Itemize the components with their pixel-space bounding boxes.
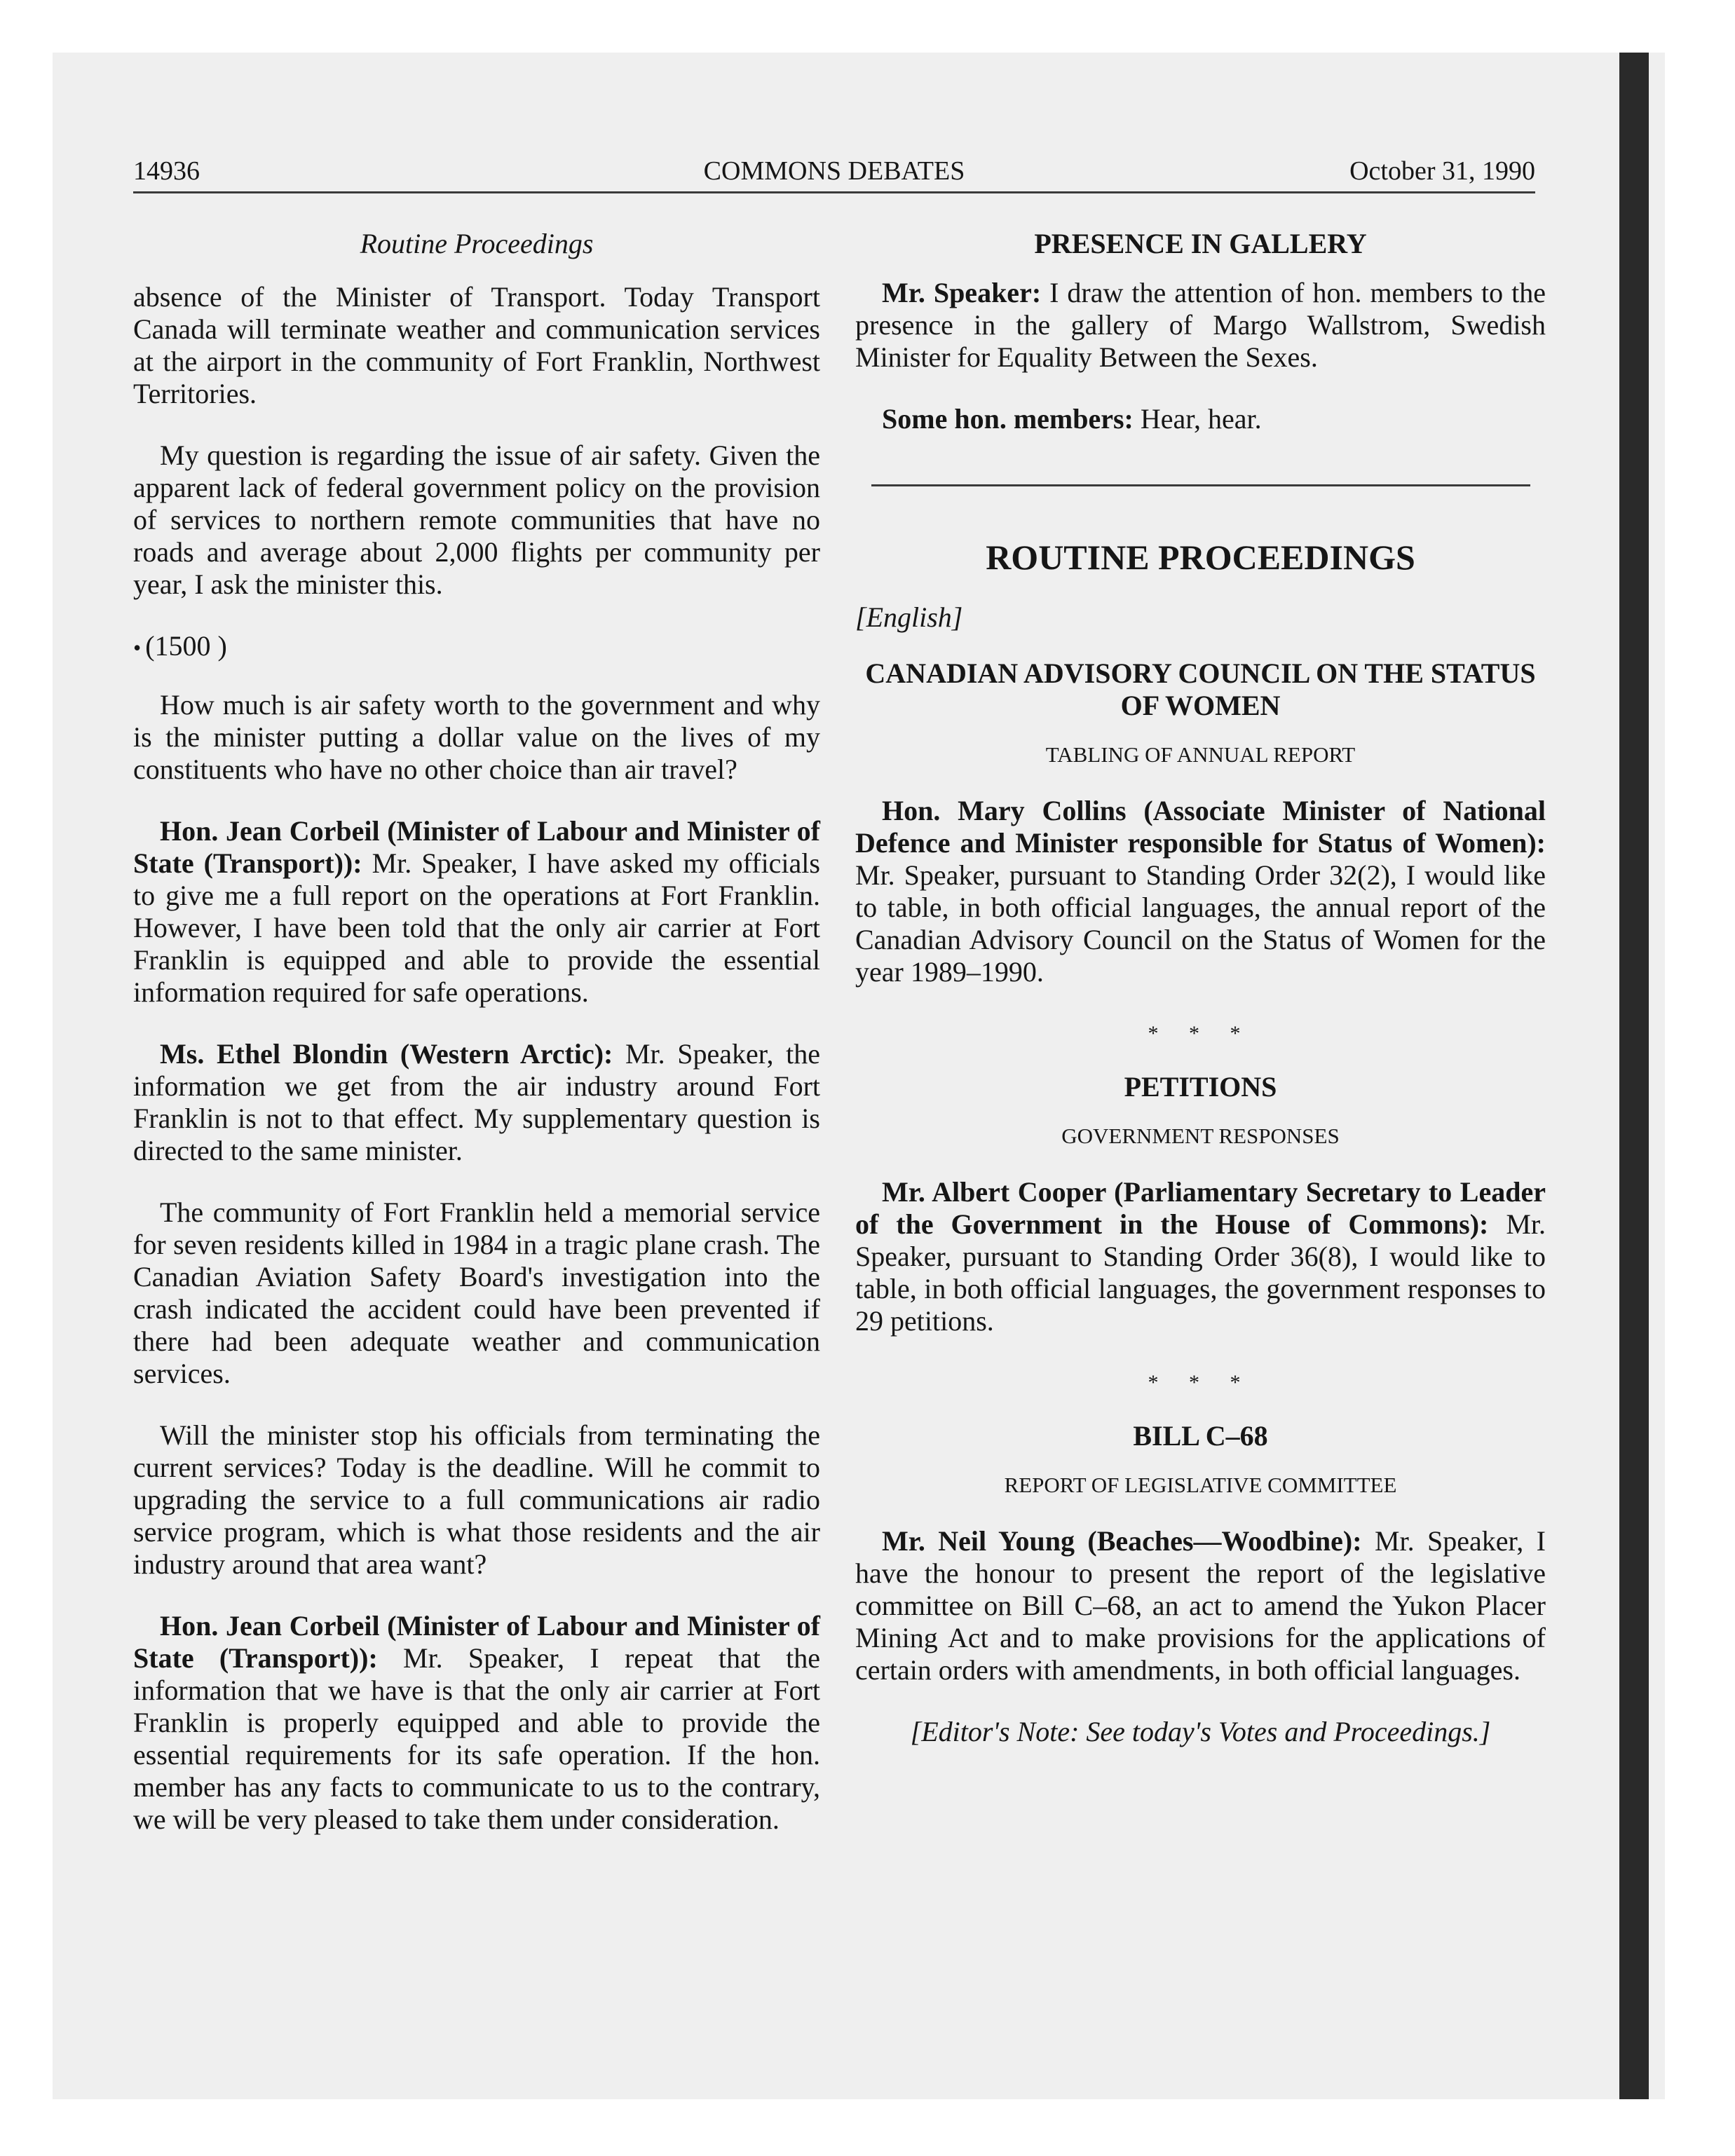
bullet-icon: • [133,635,142,660]
speaker-name: Hon. Mary Collins (Associate Minister of National Defence and Minister responsible for Status of Women): [855,795,1546,859]
speaker-name: Hon. Jean Corbeil (Minister of Labour and Minister of State (Transport)): [133,1610,820,1674]
speech [855,403,1546,435]
speech [133,815,820,1009]
speaker-name: Some hon. members: [882,403,1134,435]
section-separator: * * * [1148,1022,1253,1045]
paragraph: My question is regarding the issue of air safety. Given the apparent lack of federal government policy on the provision of services to northern remote communities that have no roads and average about 2,000 flights per community per year, I ask the minister this. [133,439,820,600]
paragraph: Will the minister stop his officials from terminating the current services? Today is the deadline. Will he commit to upgrading the service to a full communications air radio service program, which is what those residents and the air industry around that area want? [133,1419,820,1580]
speech-text: Hear, hear. [1133,403,1262,435]
right-column [855,228,1546,1748]
timestamp [133,630,820,664]
speaker-name: Mr. Speaker: [882,277,1042,308]
bill-subheading: REPORT OF LEGISLATIVE COMMITTEE [1004,1473,1397,1497]
speech [133,1038,820,1167]
speech [855,277,1546,374]
routine-proceedings-heading: ROUTINE PROCEEDINGS [986,538,1415,577]
editor-note: [Editor's Note: See today's Votes and Proceedings.] [910,1716,1491,1747]
paragraph: The community of Fort Franklin held a memorial service for seven residents killed in 1984 in a tragic plane crash. The Canadian Aviation Safety Board's investigation into the crash indicated the accident could have been prevented if there had been adequate weather and communication services. [133,1196,820,1389]
petitions-subheading: GOVERNMENT RESPONSES [1061,1124,1340,1148]
page-number: 14936 [133,156,200,186]
speech-text: I draw the attention of hon. members to the presence in the gallery of Margo Wallstrom, Swedish Minister for Equality Between the Sexes. [855,277,1546,373]
header-rule [133,191,1535,193]
speaker-name: Mr. Albert Cooper (Parliamentary Secretary to Leader of the Government in the House of Commons): [855,1176,1546,1240]
timestamp-text: (1500 ) [145,630,227,662]
section-label: Routine Proceedings [360,228,594,259]
speech [855,795,1546,988]
speech-text: Mr. Speaker, pursuant to Standing Order 36(8), I would like to table, in both official languages, the government responses to 29 petitions. [855,1208,1546,1337]
binding-edge [1619,53,1649,2099]
section-separator: * * * [1148,1371,1253,1394]
petitions-heading: PETITIONS [1124,1071,1277,1103]
speaker-name: Hon. Jean Corbeil (Minister of Labour and Minister of State (Transport)): [133,815,820,879]
issue-date: October 31, 1990 [1349,156,1535,186]
speech [133,1610,820,1836]
speech [855,1525,1546,1686]
speech-text: Mr. Speaker, I have asked my officials to give me a full report on the operations at Fort Franklin. However, I have been told that the only air carrier at Fort Franklin is equipped and able to provide the essential information required for safe operations. [133,847,820,1008]
speech-text: Mr. Speaker, I have the honour to present the report of the legislative committee on Bill C–68, an act to amend the Yukon Placer Mining Act and to make provisions for the applications of certain orders with amendments, in both official languages. [855,1525,1546,1686]
gallery-heading: PRESENCE IN GALLERY [1034,228,1367,259]
paragraph: absence of the Minister of Transport. Today Transport Canada will terminate weather and communication services at the airport in the community of Fort Franklin, Northwest Territories. [133,281,820,409]
bill-heading: BILL C–68 [1133,1420,1268,1452]
council-heading: CANADIAN ADVISORY COUNCIL ON THE STATUS OF WOMEN [865,657,1536,721]
running-header [133,153,1535,189]
council-subheading: TABLING OF ANNUAL REPORT [1045,742,1356,767]
speech-text: Mr. Speaker, I repeat that the information that we have is that the only air carrier at Fort Franklin is properly equipped and able to provide the essential requirements for its safe operation. If the hon. member has any facts to communicate to us to the contrary, we will be very pleased to take them under consideration. [133,1642,820,1835]
speech-text: Mr. Speaker, pursuant to Standing Order 32(2), I would like to table, in both official languages, the annual report of the Canadian Advisory Council on the Status of Women for the year 1989–1990. [855,859,1546,988]
speech [855,1176,1546,1337]
section-divider [871,484,1530,486]
language-tag: [English] [855,601,963,633]
paragraph: How much is air safety worth to the government and why is the minister putting a dollar value on the lives of my constituents who have no other choice than air travel? [133,689,820,785]
speaker-name: Ms. Ethel Blondin (Western Arctic): [160,1038,613,1070]
speaker-name: Mr. Neil Young (Beaches—Woodbine): [882,1525,1362,1557]
speech-text: Mr. Speaker, the information we get from the air industry around Fort Franklin is not to that effect. My supplementary question is directed to the same minister. [133,1038,820,1166]
left-column [133,228,820,1865]
publication-title: COMMONS DEBATES [703,156,965,186]
